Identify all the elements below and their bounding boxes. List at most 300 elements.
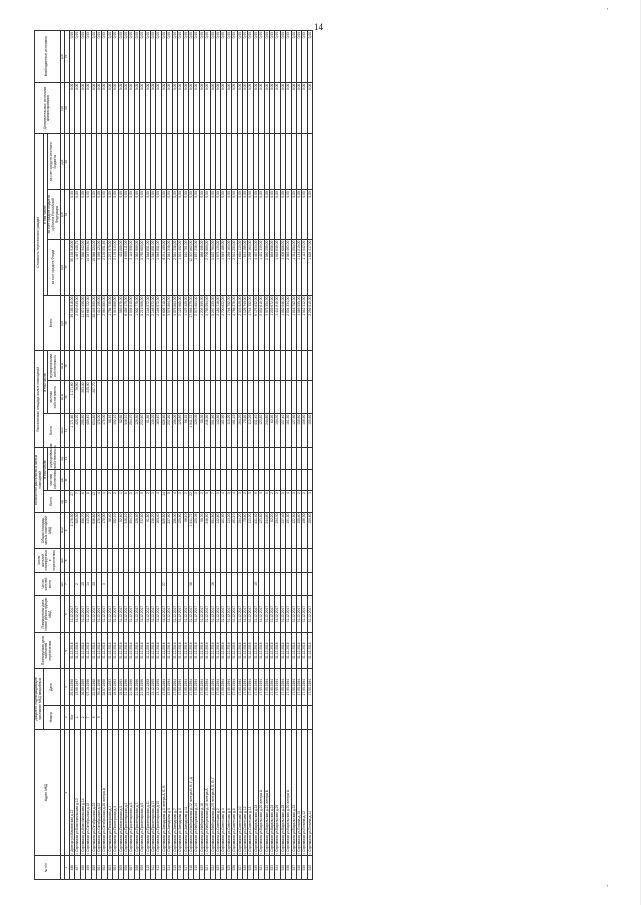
table-cell: 1 952 046,00	[280, 295, 285, 351]
column-index-cell: 20	[65, 82, 70, 134]
table-cell: 3 765 680,00	[140, 239, 145, 295]
table-cell: 91,80	[145, 512, 150, 549]
table-cell: 31.12.2017	[253, 596, 258, 633]
table-cell: 19 086 224,00	[91, 239, 96, 295]
table-cell: 0,00	[210, 82, 215, 134]
table-cell: 263,40	[80, 381, 85, 413]
table-cell: 0,00	[205, 82, 210, 134]
table-cell: 31.12.2017	[167, 596, 172, 633]
table-cell: 0,00	[302, 31, 307, 83]
table-cell: 17.05.1994	[183, 669, 188, 706]
table-cell: 12 307 862,00	[188, 239, 193, 295]
table-cell: 0,00	[215, 31, 220, 83]
table-cell: 17.05.1994	[242, 669, 247, 706]
table-cell: 13.08.1997	[75, 669, 80, 706]
table-cell: 508	[134, 856, 139, 880]
table-cell: 123,80	[259, 512, 264, 549]
table-cell: 76,00	[75, 381, 80, 413]
table-cell: 0,00	[156, 31, 161, 83]
col-demolish-date: Планируемая дата сноса/ реконструкции МКД	[35, 596, 61, 633]
table-cell: 0,00	[280, 31, 285, 83]
table-cell: 346,10	[124, 413, 129, 447]
table-cell: 31.12.2017	[80, 596, 85, 633]
table-cell: 1 271 978,00	[107, 239, 112, 295]
table-cell: 540	[307, 856, 312, 880]
table-cell: 0,00	[226, 82, 231, 134]
table-cell: 0,00	[259, 31, 264, 83]
address-cell: г. Сортавала ул.Карельская д.18	[253, 729, 258, 856]
table-cell: 31.12.2016	[97, 632, 102, 669]
table-cell: 178,00	[102, 512, 107, 549]
table-cell: 0,00	[118, 82, 123, 134]
table-cell: 91,80	[145, 413, 150, 447]
table-row	[307, 31, 312, 880]
table-cell: 1 144 210,00	[297, 239, 302, 295]
address-cell: г. Сортавала ул.Пионерская д.5	[118, 729, 123, 856]
table-cell: 31.12.2016	[80, 632, 85, 669]
unit-cell: кв.м	[60, 413, 65, 447]
table-cell: 0,00	[291, 31, 296, 83]
table-cell: 31.12.2016	[161, 632, 166, 669]
table-cell: 232,60	[140, 413, 145, 447]
table-cell: 17.05.1994	[259, 669, 264, 706]
table-cell: 2 963 883,00	[102, 295, 107, 351]
table-cell	[307, 381, 312, 413]
table-cell: 31.12.2016	[275, 632, 280, 669]
table-cell: 0,00	[194, 190, 199, 239]
table-cell: 31.12.2016	[226, 632, 231, 669]
table-cell: 502	[102, 856, 107, 880]
table-cell: 0,00	[145, 31, 150, 83]
table-cell: 40	[91, 572, 96, 596]
address-cell: г. Сортавала ул.Советская д.10	[237, 729, 242, 856]
table-cell: 5 219 086,00	[140, 295, 145, 351]
table-cell: 1 171,60	[69, 413, 74, 447]
address-cell: г. Сортавала ул.Советская д.4	[221, 729, 226, 856]
table-cell: 98,40	[107, 413, 112, 447]
table-cell: 31.12.2016	[280, 632, 285, 669]
column-index-cell: 7	[65, 572, 70, 596]
table-cell: 532	[264, 856, 269, 880]
table-cell: 31.12.2016	[75, 632, 80, 669]
table-cell: 2	[107, 491, 112, 512]
table-cell: 31.12.2017	[86, 596, 91, 633]
table-cell: 534	[275, 856, 280, 880]
table-cell: 31.12.2016	[215, 632, 220, 669]
column-index-cell: 3	[65, 705, 70, 729]
table-cell: 31.12.2016	[172, 632, 177, 669]
table-cell: 0,00	[172, 190, 177, 239]
table-cell: 31.12.2016	[205, 632, 210, 669]
table-cell: 0,00	[275, 190, 280, 239]
table-cell: 2 122 088,00	[178, 295, 183, 351]
table-cell: 0,00	[167, 190, 172, 239]
table-cell: 1 548 851,00	[145, 239, 150, 295]
address-cell: г. Сортавала ул.Советская д.8	[232, 729, 237, 856]
table-cell	[307, 705, 312, 729]
unit-cell: руб.	[60, 295, 65, 351]
resettlement-table	[34, 30, 313, 880]
table-cell: 0,00	[69, 82, 74, 134]
table-cell: 15.02.1993	[107, 669, 112, 706]
table-cell: 1	[118, 491, 123, 512]
table-cell: 1 548 851,00	[151, 239, 156, 295]
table-cell: 31.12.2017	[178, 596, 183, 633]
table-cell: 0,00	[194, 31, 199, 83]
table-cell: 1	[75, 705, 80, 729]
address-cell: г. Сортавала ул.Карельская д.28	[280, 729, 285, 856]
table-cell: 526	[232, 856, 237, 880]
table-cell: 98,40	[107, 512, 112, 549]
table-cell: 510	[145, 856, 150, 880]
table-cell: 2 834 334,00	[286, 295, 291, 351]
table-cell: 4	[286, 491, 291, 512]
table-cell: 539	[302, 856, 307, 880]
col-area-group: Расселяемая площадь жилых помещений	[35, 351, 44, 448]
table-cell: 6 211 190,00	[161, 239, 166, 295]
table-cell: 106,90	[302, 512, 307, 549]
table-cell: 0,00	[161, 82, 166, 134]
table-cell: 0,00	[172, 31, 177, 83]
table-cell: 0,00	[183, 31, 188, 83]
table-cell: 0,00	[242, 82, 247, 134]
table-cell: 431,40	[253, 512, 258, 549]
table-cell: 8 606 718,00	[161, 295, 166, 351]
table-cell: 0,00	[297, 82, 302, 134]
table-cell: 585 978,00	[118, 295, 123, 351]
col-area-in-that: в том числе:	[43, 351, 48, 413]
margin-mark-top: '	[607, 8, 609, 15]
table-cell: 125,80	[178, 413, 183, 447]
address-cell: г. Сортавала ул.Советская д.14	[248, 729, 253, 856]
table-cell: 102,10	[113, 512, 118, 549]
table-cell: 0,00	[129, 190, 134, 239]
table-cell: 31.12.2017	[145, 596, 150, 633]
table-cell: 504	[113, 856, 118, 880]
unit-cell: кв.м	[60, 381, 65, 413]
address-cell: г. Сортавала ул.Ленина д.10	[297, 729, 302, 856]
table-cell: 16.09.1999	[80, 669, 85, 706]
table-cell: 31.12.2017	[102, 596, 107, 633]
table-cell: 515	[172, 856, 177, 880]
table-cell: 79,80	[242, 512, 247, 549]
table-cell: 17.05.1994	[307, 669, 312, 706]
table-cell: 31.12.2016	[107, 632, 112, 669]
table-cell: 1 126 740,00	[242, 295, 247, 351]
table-cell: 31.12.2016	[118, 632, 123, 669]
table-cell: 14	[86, 572, 91, 596]
table-cell: 506	[124, 856, 129, 880]
col-doc-group: Документ, подтверждающий признание МКД аварийным	[35, 669, 44, 729]
table-cell: 0,00	[156, 190, 161, 239]
column-index-cell: 9	[65, 512, 70, 549]
table-cell: 31.12.2016	[221, 632, 226, 669]
table-cell: 0,00	[221, 190, 226, 239]
table-cell: 0,00	[145, 190, 150, 239]
table-cell: 17.05.1994	[280, 669, 285, 706]
table-cell: 2 012 253,00	[232, 239, 237, 295]
table-cell: 31.12.2017	[215, 596, 220, 633]
table-cell: 0,00	[161, 31, 166, 83]
table-cell: 31.12.2016	[102, 632, 107, 669]
column-index-cell: 13	[65, 413, 70, 447]
table-cell: 0,00	[113, 31, 118, 83]
table-cell: 517	[183, 856, 188, 880]
table-cell: 0,00	[167, 31, 172, 83]
table-cell: 0,00	[291, 190, 296, 239]
table-cell: 113,20	[248, 512, 253, 549]
address-cell: г. Сортавала ул.Пролетарская д.3	[124, 729, 129, 856]
table-cell: 4	[221, 491, 226, 512]
table-cell: 0,00	[178, 31, 183, 83]
table-cell: 31.12.2017	[161, 596, 166, 633]
table-cell: 12	[91, 491, 96, 512]
table-cell: 1 018 839,00	[275, 239, 280, 295]
table-cell: 0,00	[75, 190, 80, 239]
table-cell: 191,10	[232, 413, 237, 447]
table-cell: 31.12.2017	[156, 596, 161, 633]
table-cell: 31.12.2017	[210, 596, 215, 633]
table-cell: 22.09.1998	[91, 669, 96, 706]
address-cell: г. Сортавала ул.Комсомольская д.14	[80, 729, 85, 856]
table-cell: 3	[178, 491, 183, 512]
table-cell: 1 949 186,00	[221, 239, 226, 295]
table-cell: 6	[124, 491, 129, 512]
table-cell: 31.12.2016	[167, 632, 172, 669]
table-cell: 0,00	[280, 82, 285, 134]
table-cell: 17.05.1994	[291, 669, 296, 706]
table-cell: 0,00	[199, 82, 204, 134]
table-cell: 11 072 356,00	[80, 295, 85, 351]
table-cell: 2 709 980,00	[205, 239, 210, 295]
table-cell: 17.05.1994	[167, 669, 172, 706]
address-cell: г. Сортавала ул.Карельская д.20 литера А	[259, 729, 264, 856]
table-cell: 31.12.2017	[291, 596, 296, 633]
table-cell: 0,00	[86, 31, 91, 83]
table-cell	[307, 448, 312, 470]
table-cell: 3 575 304,00	[264, 295, 269, 351]
table-cell: 1 311 054,00	[291, 239, 296, 295]
table-cell: 31.12.2017	[286, 596, 291, 633]
address-cell: г. Сортавала ул.Пролетарская д.11	[145, 729, 150, 856]
table-cell: 19 663 722,00	[86, 295, 91, 351]
table-cell: 17.05.1994	[270, 669, 275, 706]
table-cell: 113,20	[226, 512, 231, 549]
col-residents-planned: Число жителей планируемых к переселению	[35, 549, 61, 573]
table-cell: 4	[97, 491, 102, 512]
table-cell: 0,00	[232, 31, 237, 83]
table-cell: 2 146 572,00	[145, 295, 150, 351]
table-cell: 104,30	[275, 413, 280, 447]
table-cell: 07.10.1996	[86, 669, 91, 706]
table-cell: 104,30	[275, 512, 280, 549]
table-cell: 142,80	[215, 413, 220, 447]
table-cell: 0,00	[113, 82, 118, 134]
table-cell: 26 448 990,00	[91, 295, 96, 351]
table-cell: 0,00	[102, 31, 107, 83]
column-index-cell: 8	[65, 549, 70, 573]
unit-cell: руб.	[60, 134, 65, 190]
table-cell: 128,50	[134, 413, 139, 447]
table-cell: 2 333 520,00	[237, 295, 242, 351]
table-cell: 196,00	[172, 512, 177, 549]
table-cell: 531	[259, 856, 264, 880]
unit-cell: руб.	[60, 82, 65, 134]
table-cell: 17.05.1994	[194, 669, 199, 706]
col-residents-total: Число жителей всего	[35, 572, 61, 596]
table-cell: 526,50	[161, 413, 166, 447]
header-row-1	[35, 31, 44, 880]
table-cell: 0,00	[226, 31, 231, 83]
table-cell: 2 573 484,00	[194, 295, 199, 351]
table-cell: 498	[80, 856, 85, 880]
unit-cell: руб.	[60, 190, 65, 239]
table-cell: 3	[194, 491, 199, 512]
table-cell: 31.12.2017	[205, 596, 210, 633]
table-cell: 0,00	[145, 82, 150, 134]
table-cell: 0,00	[118, 190, 123, 239]
table-cell: 20.04.1998	[69, 669, 74, 706]
table-cell: 0,00	[242, 190, 247, 239]
table-cell: 0,00	[172, 82, 177, 134]
table-cell: 31.12.2017	[270, 596, 275, 633]
table-cell: 15.02.1993	[118, 669, 123, 706]
table-cell: 2	[199, 491, 204, 512]
table-cell: 6 176 832,00	[253, 295, 258, 351]
col-cost-total: Всего	[43, 295, 60, 351]
table-cell: 2	[297, 491, 302, 512]
unit-cell: чел.	[60, 549, 65, 573]
table-cell: 9	[253, 491, 258, 512]
table-cell: 237,80	[167, 413, 172, 447]
table-cell: 0,00	[140, 82, 145, 134]
table-cell: 0,00	[161, 190, 166, 239]
margin-mark-bottom: '	[607, 885, 609, 892]
address-cell: г. Сортавала ул.Пионерская д.1	[107, 729, 112, 856]
col-doc-date: Дата	[43, 669, 60, 706]
table-cell: 0,00	[215, 82, 220, 134]
table-cell: 0,00	[264, 31, 269, 83]
table-cell	[307, 469, 312, 490]
table-cell: 3 015 886,00	[113, 295, 118, 351]
address-cell: г. Сортавала ул.Комсомольская д.10	[75, 729, 80, 856]
unit-cell: руб.	[60, 31, 65, 83]
table-cell: 31.12.2017	[188, 596, 193, 633]
table-cell: 1 041,72	[188, 413, 193, 447]
table-cell: 516	[178, 856, 183, 880]
table-cell: 0,00	[237, 82, 242, 134]
table-cell: 105,60	[297, 413, 302, 447]
table-cell: 530	[253, 856, 258, 880]
table-cell: 422 888,00	[118, 239, 123, 295]
table-cell: 7 988 942,00	[80, 239, 85, 295]
table-cell: 1 083 999,00	[134, 239, 139, 295]
address-cell: г. Сортавала ул.Октябрьская д.26 литера А	[102, 729, 107, 856]
table-cell: 31.12.2016	[307, 632, 312, 669]
table-cell: 4 457 634,00	[253, 239, 258, 295]
table-cell: 2 052 618,00	[259, 295, 264, 351]
table-cell: 0,00	[124, 31, 129, 83]
table-cell: 127,50	[291, 512, 296, 549]
table-cell: 0,00	[183, 82, 188, 134]
table-cell: 125,05	[194, 512, 199, 549]
table-cell: 0,00	[80, 190, 85, 239]
table-cell: 523	[215, 856, 220, 880]
table-cell: 0,00	[307, 31, 312, 83]
table-cell: 634,80	[91, 413, 96, 447]
table-cell: 0,00	[107, 190, 112, 239]
column-index-cell: 11	[65, 469, 70, 490]
table-cell: 0,00	[178, 190, 183, 239]
table-cell: 636,80	[91, 512, 96, 549]
table-cell: 0,00	[253, 31, 258, 83]
address-cell: г. Сортавала ул.Набережная д.18 литера А	[205, 729, 210, 856]
table-cell: 0,00	[69, 190, 74, 239]
table-cell: 196,00	[172, 413, 177, 447]
table-cell: 98,30	[199, 512, 204, 549]
address-cell: г. Сортавала ул.Заводская д.3 литера А, Б, В	[161, 729, 166, 856]
table-cell: 0,00	[242, 31, 247, 83]
table-cell: 21.06.1996	[140, 669, 145, 706]
table-cell: 3	[280, 491, 285, 512]
table-cell: 237,80	[167, 512, 172, 549]
table-cell: 536	[286, 856, 291, 880]
table-cell: 1 041,72	[188, 512, 193, 549]
table-cell: 0,00	[86, 190, 91, 239]
table-cell: 17.05.1994	[161, 669, 166, 706]
table-cell: 31.12.2017	[124, 596, 129, 633]
table-cell: 2 176 513,00	[113, 239, 118, 295]
table-cell: 17.05.1994	[172, 669, 177, 706]
table-cell: 0,00	[80, 82, 85, 134]
column-index-cell: 16	[65, 295, 70, 351]
column-index-cell: 6	[65, 596, 70, 633]
col-cost-group: Стоимость переселения граждан	[35, 134, 44, 351]
table-cell: 3	[134, 491, 139, 512]
table-cell: 0,00	[91, 31, 96, 83]
table-cell: 0,00	[248, 82, 253, 134]
table-cell: 36 155 916,00	[69, 239, 74, 295]
table-cell: 298,80	[80, 413, 85, 447]
table-cell: 0,00	[286, 82, 291, 134]
table-cell: 160,40	[156, 413, 161, 447]
address-cell: г. Сортавала ул.Пролетарская д.7	[134, 729, 139, 856]
table-cell: 31.12.2017	[113, 596, 118, 633]
table-cell: 9	[97, 705, 102, 729]
table-cell: 0,00	[237, 190, 242, 239]
unit-cell: ед.	[60, 448, 65, 470]
table-cell	[307, 572, 312, 596]
table-cell: 0,00	[270, 82, 275, 134]
table-cell: 5	[205, 491, 210, 512]
col-rooms-in-that: в том числе:	[43, 448, 48, 491]
table-cell: 2 788 278,00	[232, 295, 237, 351]
table-cell: 96,10	[183, 512, 188, 549]
col-plan-date: Планируемая дата окончания переселения	[35, 632, 61, 669]
table-cell: 17.05.1994	[253, 669, 258, 706]
table-cell: 1 502 778,00	[134, 295, 139, 351]
table-cell: 1 628 417,00	[307, 239, 312, 295]
table-cell: 31.12.2016	[194, 632, 199, 669]
table-cell: 13.12.1995	[156, 669, 161, 706]
table-cell: 2 146 572,00	[156, 295, 161, 351]
table-cell: 2	[145, 491, 150, 512]
table-cell: 3 822 784,00	[210, 239, 215, 295]
table-cell	[307, 351, 312, 381]
table-cell: 5 355 124,00	[97, 239, 102, 295]
address-cell: г. Сортавала ул.Карельская д.24	[270, 729, 275, 856]
table-cell: 31.12.2017	[75, 596, 80, 633]
